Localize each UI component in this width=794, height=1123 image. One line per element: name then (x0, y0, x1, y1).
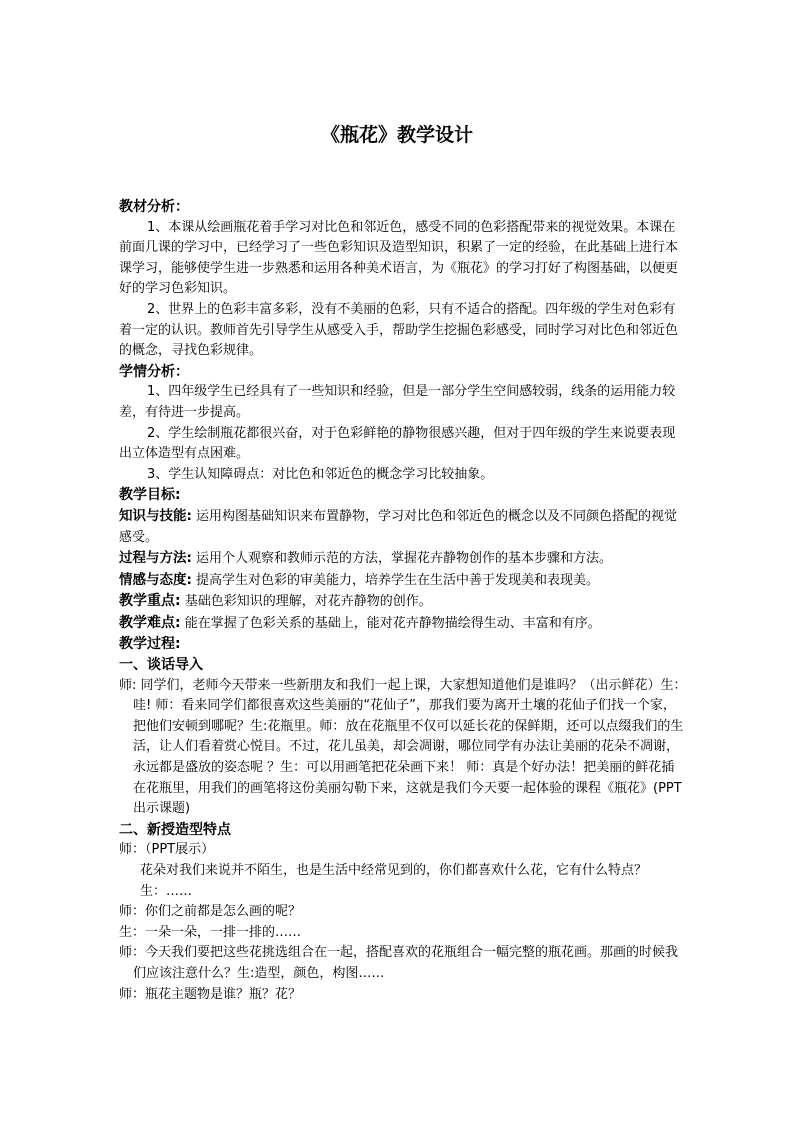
goal-text: 运用构图基础知识来布置静物，学习对比色和邻近色的概念以及不同颜色搭配的视觉感受。 (119, 508, 678, 545)
dialogue-line: 师：瓶花主题物是谁？瓶？花？ (119, 986, 302, 1002)
section-heading-procedure: 教学过程: (119, 636, 181, 653)
key-text: 基础色彩知识的理解，对花卉静物的创作。 (180, 594, 432, 610)
paragraph: 3、学生认知障碍点：对比色和邻近色的概念学习比较抽象。 (147, 466, 494, 482)
section-heading-goals: 教学目标: (119, 487, 181, 504)
dialogue-line: 师：（PPT展示） (119, 842, 215, 858)
goal-text: 运用个人观察和教师示范的方法，掌握花卉静物创作的基本步骤和方法。 (191, 551, 613, 567)
key-label: 教学重点: (119, 593, 181, 610)
paragraph: 2、学生绘制瓶花都很兴奋，对于色彩鲜艳的静物很感兴趣，但对于四年级的学生来说要表现出立体造型有点困难。 (119, 425, 676, 462)
dialogue-paragraph: 师: 同学们，老师今天带来一些新朋友和我们一起上课，大家想知道他们是谁吗？（出示鲜花）生：哇! 师：看来同学们都很喜欢这些美丽的“花仙子”，那我们要为离开土壤的花仙子们找一个家，把他们安顿到哪呢？生:花瓶里。师：放在花瓶里不仅可以延长花的保鲜期，还可以点缀我们的生活，让人们看着赏心悦目。不过，花儿虽美，却会凋谢，哪位同学有办法让美丽的花朵不凋谢，永远都是盛放的姿态呢 ？生：可以用画笔把花朵画下来！ 师：真是个好办法！把美丽的鲜花插在花瓶里，用我们的画笔将这份美丽勾勒下来，这就是我们今天要一起体验的课程《瓶花》(PPT出示课题) (119, 677, 687, 817)
goal-label: 情感与态度: (119, 571, 192, 588)
document-body (119, 197, 687, 1005)
goal-label: 知识与技能: (119, 507, 192, 524)
goal-label: 过程与方法: (119, 550, 192, 567)
section-heading-students: 学情分析： (119, 363, 189, 380)
teaching-key-point (119, 591, 687, 613)
dialogue-line: 师：你们之前都是怎么画的呢？ (119, 904, 302, 920)
teaching-difficulty (119, 613, 687, 635)
paragraph: 1、本课从绘画瓶花着手学习对比色和邻近色，感受不同的色彩搭配带来的视觉效果。本课在前面几课的学习中，已经学习了一些色彩知识及造型知识，积累了一定的经验，在此基础上进行本课学习，能够使学生进一步熟悉和运用各种美术语言，为《瓶花》的学习打好了构图基础，以便更好的学习色彩知识。 (119, 219, 679, 297)
goal-process (119, 548, 687, 570)
paragraph: 2、世界上的色彩丰富多彩，没有不美丽的色彩，只有不适合的搭配。四年级的学生对色彩有着一定的认识。教师首先引导学生从感受入手，帮助学生挖掘色彩感受，同时学习对比色和邻近色的概念，寻找色彩规律。 (119, 301, 679, 359)
goal-emotion (119, 570, 687, 592)
document-title: 《瓶花》教学设计 (320, 124, 473, 146)
dialogue-line: 花朵对我们来说并不陌生，也是生活中经常见到的，你们都喜欢什么花，它有什么特点？ (140, 863, 648, 878)
difficulty-text: 能在掌握了色彩关系的基础上，能对花卉静物描绘得生动、丰富和有序。 (180, 615, 601, 631)
subsection-heading: 一、谈话导入 (119, 657, 203, 674)
goal-knowledge (119, 506, 687, 548)
dialogue-line: 师：今天我们要把这些花挑选组合在一起，搭配喜欢的花瓶组合一幅完整的瓶花画。那画的时候我们应该注意什么？生:造型，颜色，构图…… (119, 945, 679, 981)
dialogue-line: 生：一朵一朵，一排一排的…… (119, 924, 302, 940)
dialogue-line: 生：…… (140, 883, 193, 899)
section-heading-textbook: 教材分析： (119, 199, 189, 215)
goal-text: 提高学生对色彩的审美能力，培养学生在生活中善于发现美和表现美。 (191, 572, 600, 588)
difficulty-label: 教学难点: (119, 614, 181, 631)
paragraph: 1、四年级学生已经具有了一些知识和经验，但是一部分学生空间感较弱，线条的运用能力较差，有待进一步提高。 (119, 384, 676, 420)
subsection-heading: 二、新授造型特点 (119, 821, 231, 838)
